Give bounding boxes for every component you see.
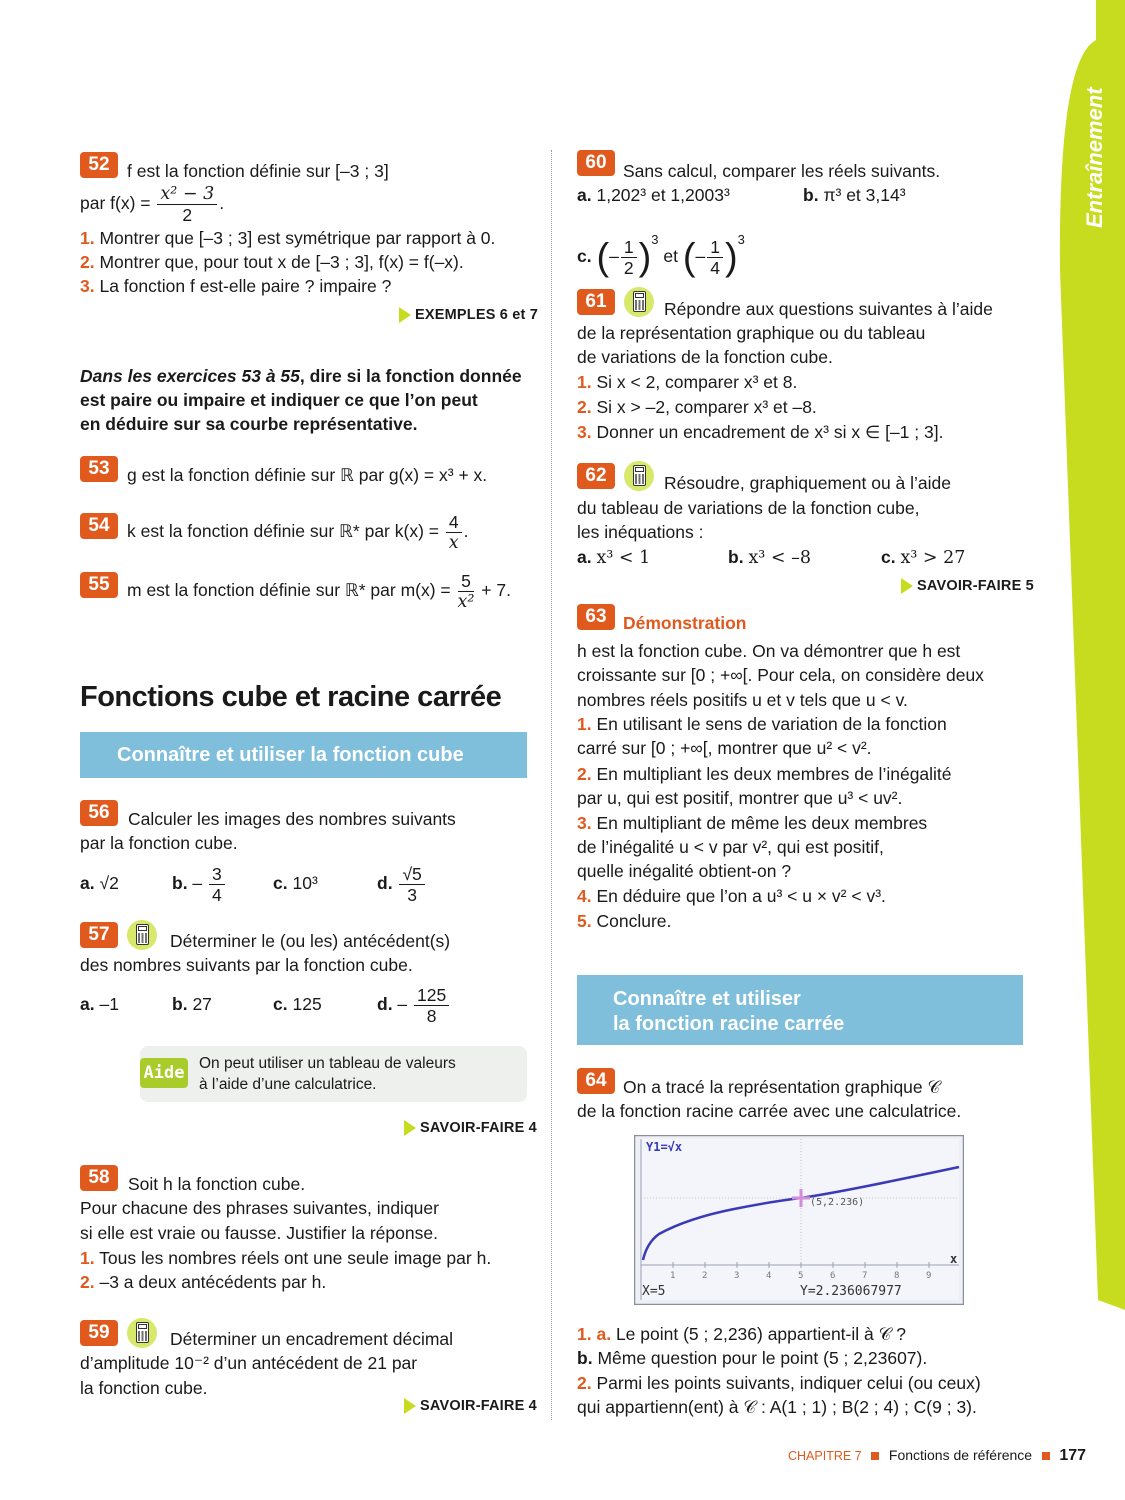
footer-chapter: CHAPITRE 7 [788,1449,862,1463]
ex60-option-a [577,184,730,206]
ex57-d-top: 125 [414,985,449,1006]
ex54-text: k est la fonction définie sur ℝ* par k(x) = [127,521,439,541]
ex56-c-label: c. [273,873,288,893]
ex54-fraction [446,512,462,553]
ex62-reference[interactable] [901,578,1034,594]
ex62-ref-text: SAVOIR-FAIRE 5 [917,578,1034,594]
ex59-reference[interactable] [404,1398,537,1414]
ex56-option-d [377,860,427,906]
exercise-number-56: 56 [80,800,118,826]
ex56-b-fraction [209,864,225,905]
ex61-q1 [577,371,797,393]
ex55-frac-bot: x² [457,591,475,612]
screen-tick-label: 1 [670,1271,676,1281]
ex64-q2a [577,1372,981,1394]
ex61-q2-text: Si x > –2, comparer x³ et –8. [596,397,817,417]
bar-racine-line1: Connaître et utiliser [613,988,801,1010]
exercise-number-52: 52 [80,152,118,178]
screen-tick-label: 4 [766,1271,772,1281]
ex62-line1: Résoudre, graphiquement ou à l’aide [664,473,951,493]
ex52-def-label: par f(x) = [80,193,151,213]
ex64-q2a-text: Parmi les points suivants, indiquer celui (ou ceux) [596,1373,981,1393]
ex63-line2: croissante sur [0 ; +∞[. Pour cela, on considère deux [577,665,984,685]
ex52-q1-text: Montrer que [–3 ; 3] est symétrique par rapport à 0. [99,228,496,248]
ex60-option-b [803,184,906,206]
ex52-line1: f est la fonction définie sur [–3 ; 3] [127,161,389,181]
ex61-q1-text: Si x < 2, comparer x³ et 8. [596,372,798,392]
screen-tick-label: 7 [862,1271,868,1281]
ex52-reference[interactable] [399,307,538,323]
ex58-q2-text: –3 a deux antécédents par h. [99,1272,327,1292]
aide-line1: On peut utiliser un tableau de valeurs [199,1055,456,1072]
ex60-c-fraction2 [707,237,723,278]
ex56-d-bot: 3 [407,884,417,905]
ex58-q1 [80,1247,491,1269]
column-divider [551,150,552,1420]
ex63-q3c: quelle inégalité obtient-on ? [577,861,792,881]
play-arrow-icon [399,307,411,323]
side-tab-label: Entraînement [1082,87,1107,228]
ex52-definition: par f(x) = $\frac{\text{x² − 3}}{2}$ . [80,183,225,225]
ex57-reference[interactable] [404,1120,537,1136]
play-arrow-icon [404,1120,416,1136]
intro-53-55-line1 [80,365,522,387]
ex60-c-top2: 1 [707,237,723,258]
ex64-q2-num: 2. [577,1373,592,1393]
calculator-icon [624,287,654,317]
ex64-q2b: qui appartienn(ent) à 𝒞 : A(1 ; 1) ; B(2 ; 4) ; C(9 ; 3). [577,1397,977,1417]
ex58-q1-text: Tous les nombres réels ont une seule image par h. [99,1248,492,1268]
ex63-q5 [577,910,671,932]
ex62-option-a [577,546,650,569]
ex56-a-value: √2 [99,873,119,893]
ex63-line1: h est la fonction cube. On va démontrer que h est [577,641,961,661]
ex55-line [127,567,511,613]
ex60-b-label: b. [803,185,819,205]
ex61-q1-num: 1. [577,372,592,392]
ex63-q2b: par u, qui est positif, montrer que u³ < uv². [577,788,903,808]
bar-racine-line2: la fonction racine carrée [613,1013,845,1035]
subsection-bar-cube: Connaître et utiliser la fonction cube [80,732,527,778]
ex61-q3 [577,421,943,443]
ex64-line1: On a tracé la représentation graphique 𝒞 [623,1077,941,1097]
ex57-option-c [273,981,322,1027]
ex60-c-fraction1 [621,237,637,278]
ex56-c-value: 10³ [292,873,318,893]
ex55-text: m est la fonction définie sur ℝ* par m(x) = [127,580,451,600]
exercise-number-63: 63 [577,604,615,630]
ex53-text: g est la fonction définie sur ℝ par g(x) = x³ + x. [127,465,488,485]
ex57-option-d: d. – $\frac{125}{8}$ [377,981,451,1027]
ex58-q1-num: 1. [80,1248,95,1268]
ex58-q2 [80,1271,326,1293]
ex60-a-label: a. [577,185,592,205]
ex61-line3: de variations de la fonction cube. [577,347,833,367]
ex54-frac-top: 4 [446,512,462,533]
ex63-q4 [577,885,886,907]
ex57-b-value: 27 [192,994,212,1014]
ex63-q1a [577,713,947,735]
ex60-c-bot1: 2 [623,257,634,278]
ex58-line1: Soit h la fonction cube. [128,1174,306,1194]
ex62-option-b [728,546,811,569]
ex52-q1 [80,227,495,249]
intro-53-55-italic: Dans les exercices 53 à 55 [80,366,300,386]
screen-tick-label: 6 [830,1271,836,1281]
exercise-number-53: 53 [80,456,118,482]
ex62-option-c [881,546,965,569]
ex61-q3-text: Donner un encadrement de x³ si x ∈ [–1 ; 3]. [596,422,944,442]
exercise-number-64: 64 [577,1068,615,1094]
ex60-c-et: et [663,246,678,266]
ex62-line2: du tableau de variations de la fonction cube, [577,498,920,518]
ex55-frac-top: 5 [458,571,475,592]
ex57-line2: des nombres suivants par la fonction cube. [80,955,413,975]
ex58-q2-num: 2. [80,1272,95,1292]
ex63-q2a-text: En multipliant les deux membres de l’inégalité [596,764,952,784]
ex56-b-top: 3 [209,864,225,885]
footer-square-icon [871,1452,879,1460]
screen-function-label: Y1=√x [646,1140,683,1154]
ex56-d-label: d. [377,873,393,893]
ex57-line1: Déterminer le (ou les) antécédent(s) [170,931,451,951]
footer-page-number: 177 [1059,1447,1087,1464]
ex57-d-fraction [414,985,449,1026]
screen-y-readout: Y=2.236067977 [800,1284,902,1299]
ex57-a-value: –1 [99,994,119,1014]
ex64-q1b [577,1347,927,1369]
ex56-line1: Calculer les images des nombres suivants [128,809,456,829]
ex63-q1a-text: En utilisant le sens de variation de la fonction [596,714,947,734]
screen-x-readout: X=5 [642,1284,666,1299]
ex58-line2: Pour chacune des phrases suivantes, indiquer [80,1198,439,1218]
exercise-number-58: 58 [80,1165,118,1191]
ex63-line3: nombres réels positifs u et v tels que u < v. [577,690,908,710]
ex52-q3-text: La fonction f est-elle paire ? impaire ? [99,276,392,296]
ex60-line1: Sans calcul, comparer les réels suivants. [623,161,941,181]
ex63-q3b: de l’inégalité u < v par v², qui est positif, [577,837,884,857]
ex62-line3: les inéquations : [577,522,704,542]
ex52-q3-num: 3. [80,276,95,296]
intro-53-55-line2: est paire ou impaire et indiquer ce que l’on peut [80,390,478,410]
ex59-line1: Déterminer un encadrement décimal [170,1329,454,1349]
ex62-b-value: x³ < –8 [748,548,811,568]
section-title: Fonctions cube et racine carrée [80,681,502,713]
ex63-q2a [577,763,952,785]
ex52-q1-num: 1. [80,228,95,248]
ex63-q5-num: 5. [577,911,592,931]
ex64-q1b-num: b. [577,1348,593,1368]
ex57-d-label: d. [377,994,393,1014]
ex56-b-label: b. [172,873,188,893]
ex52-q2-num: 2. [80,252,95,272]
ex63-q4-num: 4. [577,886,592,906]
exercise-number-59: 59 [80,1320,118,1346]
ex57-option-b [172,981,212,1027]
ex57-c-value: 125 [292,994,322,1014]
intro-53-55-line3: en déduire sur sa courbe représentative. [80,414,418,434]
ex59-line3: la fonction cube. [80,1378,208,1398]
ex62-a-value: x³ < 1 [596,548,651,568]
ex64-q1-num: 1. a. [577,1324,612,1344]
ex61-q2-num: 2. [577,397,592,417]
exercise-number-55: 55 [80,572,118,598]
ex63-q3a [577,812,927,834]
ex62-a-label: a. [577,547,592,567]
ex56-d-fraction [399,864,424,905]
screen-tick-label: 8 [894,1271,900,1281]
ex57-option-a [80,981,119,1027]
ex57-c-label: c. [273,994,288,1014]
ex56-option-c [273,860,318,906]
ex62-c-value: x³ > 27 [900,548,966,568]
ex59-ref-text: SAVOIR-FAIRE 4 [420,1398,537,1414]
ex55-tail: + 7. [481,580,511,600]
ex60-a-value: 1,202³ et 1,2003³ [596,185,730,205]
ex61-line1: Répondre aux questions suivantes à l’aide [664,299,993,319]
play-arrow-icon [901,578,913,594]
ex63-q2-num: 2. [577,764,592,784]
aide-line2: à l’aide d’une calculatrice. [199,1076,377,1093]
footer [788,1444,1086,1467]
ex63-q5-text: Conclure. [596,911,672,931]
exercise-number-62: 62 [577,463,615,489]
intro-53-55-rest: , dire si la fonction donnée [299,366,522,386]
aide-tag: Aide [140,1058,188,1088]
ex60-option-c: c. (– $\frac{1}{2}$ )$^3$ et (– $\frac{1}{4}$ )$^3$ [577,232,745,279]
exercise-number-54: 54 [80,513,118,539]
ex52-ref-text: EXEMPLES 6 et 7 [415,307,539,323]
screen-axis-x-label: x [950,1252,958,1266]
calculator-icon [624,461,654,491]
ex61-q3-num: 3. [577,422,592,442]
subsection-bar-racine [577,975,1023,1045]
screen-tick-label: 3 [734,1271,740,1281]
ex61-line2: de la représentation graphique ou du tableau [577,323,926,343]
ex52-frac-bot: 2 [182,204,193,225]
calculator-screen [634,1135,964,1305]
ex57-b-label: b. [172,994,188,1014]
play-arrow-icon [404,1398,416,1414]
exercise-number-60: 60 [577,150,615,176]
screen-tick-label: 5 [798,1271,804,1281]
ex56-b-bot: 4 [212,884,222,905]
ex52-fraction [157,184,217,225]
ex57-d-bot: 8 [426,1005,437,1026]
ex60-b-value: π³ et 3,14³ [823,185,906,205]
ex63-title: Démonstration [623,613,747,633]
exercise-number-57: 57 [80,922,118,948]
screen-tick-label: 9 [926,1271,932,1281]
ex64-line2: de la fonction racine carrée avec une calculatrice. [577,1101,962,1121]
ex63-q3-num: 3. [577,813,592,833]
ex64-q1-text: Le point (5 ; 2,236) appartient-il à 𝒞 ? [615,1324,906,1344]
ex62-b-label: b. [728,547,744,567]
ex59-line2: d’amplitude 10⁻² d’un antécédent de 21 par [80,1353,418,1373]
ex64-q1a [577,1323,906,1345]
ex55-fraction [458,571,475,612]
ex52-q2-text: Montrer que, pour tout x de [–3 ; 3], f(x) = f(–x). [99,252,464,272]
ex62-c-label: c. [881,547,896,567]
ex52-frac-top: x² − 3 [157,184,217,205]
ex52-q2 [80,251,464,273]
ex60-c-bot2: 4 [710,257,720,278]
ex56-d-top: √5 [399,864,424,885]
ex54-line: k est la fonction définie sur ℝ* par k(x) = $\frac{4}{x}$ . [127,511,469,553]
ex56-option-a [80,860,119,906]
ex56-a-label: a. [80,873,95,893]
screen-point-label: (5,2.236) [810,1197,865,1208]
ex56-option-b: b. – $\frac{3}{4}$ [172,860,227,906]
footer-square-icon [1042,1452,1050,1460]
ex64-q1b-text: Même question pour le point (5 ; 2,23607). [597,1348,928,1368]
ex54-frac-bot: x [448,532,459,553]
ex63-q1-num: 1. [577,714,592,734]
ex63-q1b: carré sur [0 ; +∞[, montrer que u² < v². [577,738,872,758]
calculator-icon [127,1318,157,1348]
ex56-line2: par la fonction cube. [80,833,238,853]
footer-title: Fonctions de référence [888,1447,1033,1463]
screen-tick-label: 2 [702,1271,708,1281]
ex61-q2 [577,396,817,418]
ex60-c-top1: 1 [621,237,637,258]
ex60-c-label: c. [577,246,592,266]
ex52-q3 [80,275,391,297]
calculator-icon [127,920,157,950]
ex57-ref-text: SAVOIR-FAIRE 4 [420,1120,537,1136]
ex58-line3: si elle est vraie ou fausse. Justifier la réponse. [80,1223,438,1243]
ex63-q4-text: En déduire que l’on a u³ < u × v² < v³. [596,886,886,906]
ex57-a-label: a. [80,994,95,1014]
exercise-number-61: 61 [577,289,615,315]
ex63-q3a-text: En multipliant de même les deux membres [596,813,928,833]
